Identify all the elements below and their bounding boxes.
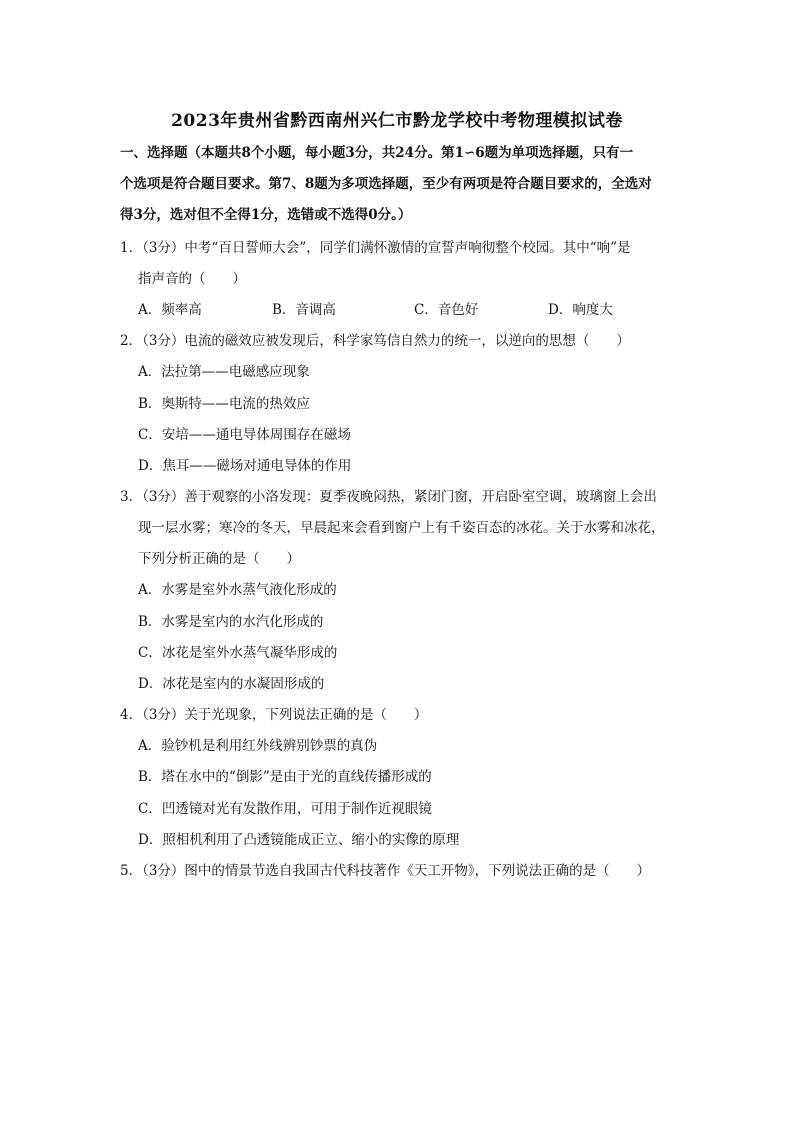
- question-3-option-c: C．冰花是室外水蒸气凝华形成的: [138, 645, 338, 661]
- question-1-option-b: B．音调高: [272, 302, 336, 318]
- section-line: 个选项是符合题目要求。第7、8题为多项选择题，至少有两项是符合题目要求的，全选对: [120, 176, 652, 192]
- question-2-option-c: C．安培——通电导体周围存在磁场: [138, 427, 351, 443]
- question-3-stem: 3．（3分）善于观察的小洛发现：夏季夜晚闷热，紧闭门窗，开启卧室空调，玻璃窗上会出: [120, 489, 657, 505]
- question-4-option-d: D．照相机利用了凸透镜能成正立、缩小的实像的原理: [138, 832, 460, 848]
- question-2-option-a: A．法拉第——电磁感应现象: [138, 364, 310, 380]
- question-1-option-c: C．音色好: [414, 302, 479, 318]
- question-2-option-d: D．焦耳——磁场对通电导体的作用: [138, 458, 352, 474]
- question-2-stem: 2．（3分）电流的磁效应被发现后，科学家笃信自然力的统一，以逆向的思想（ ）: [120, 333, 630, 349]
- question-4-option-b: B．塔在水中的“倒影”是由于光的直线传播形成的: [138, 769, 432, 785]
- page-title: 2023年贵州省黔西南州兴仁市黔龙学校中考物理模拟试卷: [171, 111, 623, 131]
- section-one-instructions: [120, 138, 680, 231]
- question-1-stem-cont: 指声音的（ ）: [138, 271, 246, 287]
- question-4-stem: 4．（3分）关于光现象，下列说法正确的是（ ）: [120, 707, 428, 723]
- section-line: 得3分，选对但不全得1分，选错或不选得0分。）: [120, 207, 412, 223]
- question-1-option-a: A．频率高: [138, 302, 202, 318]
- question-3-option-d: D．冰花是室内的水凝固形成的: [138, 676, 325, 692]
- question-5-stem: 5．（3分）图中的情景节选自我国古代科技著作《天工开物》，下列说法正确的是（ ）: [120, 863, 651, 879]
- question-3-stem-cont2: 下列分析正确的是（ ）: [138, 551, 300, 567]
- question-4-option-c: C．凹透镜对光有发散作用，可用于制作近视眼镜: [138, 801, 432, 817]
- question-3-stem-cont: 现一层水雾；寒冷的冬天，早晨起来会看到窗户上有千姿百态的冰花。关于水雾和冰花，: [138, 520, 665, 536]
- question-2-option-b: B．奥斯特——电流的热效应: [138, 396, 310, 412]
- section-line: 一、选择题（本题共8个小题，每小题3分，共24分。第1∽6题为单项选择题，只有一: [120, 145, 634, 161]
- question-1-stem: 1．（3分）中考“百日誓师大会”，同学们满怀激情的宣誓声响彻整个校园。其中“响”是: [120, 240, 631, 256]
- question-3-option-b: B．水雾是室内的水汽化形成的: [138, 614, 324, 630]
- question-4-option-a: A．验钞机是利用红外线辨别钞票的真伪: [138, 738, 378, 754]
- question-1-option-d: D．响度大: [548, 302, 613, 318]
- question-3-option-a: A．水雾是室外水蒸气液化形成的: [138, 582, 337, 598]
